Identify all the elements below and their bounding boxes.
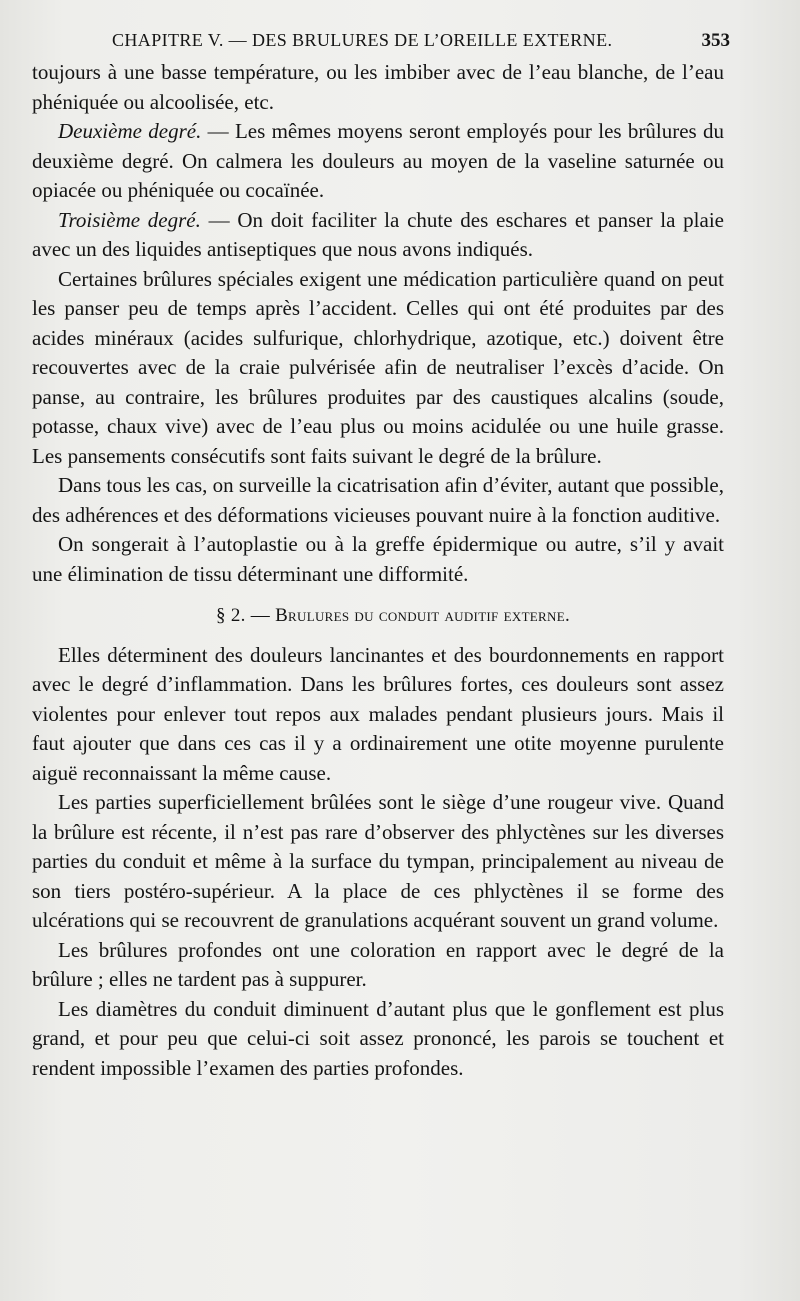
- paragraph-text: On songerait à l’autoplastie ou à la greffe épidermique ou autre, s’il y avait une élimination de tissu déterminant une difformité.: [32, 532, 724, 586]
- paragraph-text: Les brûlures profondes ont une coloration en rapport avec le degré de la brûlure ; elles ne tardent pas à suppurer.: [32, 937, 724, 991]
- paragraph-lead: Deuxième degré.: [58, 119, 202, 143]
- paragraph: [32, 58, 724, 117]
- paragraph-text: Elles déterminent des douleurs lancinantes et des bourdonnements en rapport avec le degré d’inflammation. Dans les brûlures fortes, ces douleurs sont assez violentes pour enlever tout repos aux malades pendant plusieurs jours. Mais il faut ajouter que dans ces cas il y a ordinairement une otite moyenne purulente aiguë reconnaissant la même cause.: [32, 642, 724, 785]
- section-heading: [32, 601, 724, 631]
- paragraph-text: Les parties superficiellement brûlées sont le siège d’une rougeur vive. Quand la brûlure est récente, il n’est pas rare d’observer des phlyctènes sur les diverses parties du conduit et même à la surface du tympan, principalement au niveau de son tiers postéro-supérieur. A la place de ces phlyctènes il se forme des ulcérations qui se recouvrent de granulations acquérant souvent un grand volume.: [32, 790, 724, 932]
- paragraph: [32, 788, 724, 936]
- paragraph: [32, 936, 724, 995]
- paragraph: [32, 471, 724, 530]
- paragraph-text: Les diamètres du conduit diminuent d’autant plus que le gonflement est plus grand, et pour peu que celui-ci soit assez prononcé, les parois se touchent et rendent impossible l’examen des parties profondes.: [32, 996, 724, 1080]
- paragraph-text: Dans tous les cas, on surveille la cicatrisation afin d’éviter, autant que possible, des adhérences et des déformations vicieuses pouvant nuire à la fonction auditive.: [32, 473, 724, 527]
- paragraph: [32, 530, 724, 589]
- paragraph: [32, 117, 724, 206]
- section-number: § 2. — B: [215, 605, 289, 626]
- paragraph: [32, 995, 724, 1084]
- paragraph-text: toujours à une basse température, ou les imbiber avec de l’eau blanche, de l’eau phéniquée ou alcoolisée, etc.: [32, 60, 724, 114]
- paragraph: [32, 265, 724, 472]
- paragraph-text: — Les mêmes moyens seront employés pour les brûlures du deuxième degré. On calmera les douleurs au moyen de la vaseline saturnée ou opiacée ou phéniquée ou cocaïnée.: [32, 119, 724, 202]
- paragraph-text: Certaines brûlures spéciales exigent une médication particulière quand on peut les panser peu de temps après l’accident. Celles qui ont été produites par des acides minéraux (acides sulfurique, chlorhydrique, azotique, etc.) doivent être recouvertes avec de la craie pulvérisée afin de neutraliser l’excès d’acide. On panse, au contraire, les brûlures produites par des caustiques alcalins (soude, potasse, chaux vive) avec de l’eau plus ou moins acidulée ou une huile grasse. Les pansements consécutifs sont faits suivant le degré de la brûlure.: [32, 266, 724, 468]
- paragraph-lead: Troisième degré.: [58, 207, 201, 232]
- running-title: CHAPITRE V. — DES BRULURES DE L’OREILLE EXTERNE.: [112, 30, 613, 50]
- paragraph: [32, 206, 724, 265]
- paragraph: [32, 641, 724, 789]
- body-text: [32, 58, 724, 1083]
- page-number: 353: [701, 30, 730, 51]
- section-title: rulures du conduit auditif externe.: [288, 605, 571, 626]
- running-head: [0, 30, 800, 58]
- paragraph-text: — On doit faciliter la chute des eschares et panser la plaie avec un des liquides antiseptiques que nous avons indiqués.: [32, 207, 724, 261]
